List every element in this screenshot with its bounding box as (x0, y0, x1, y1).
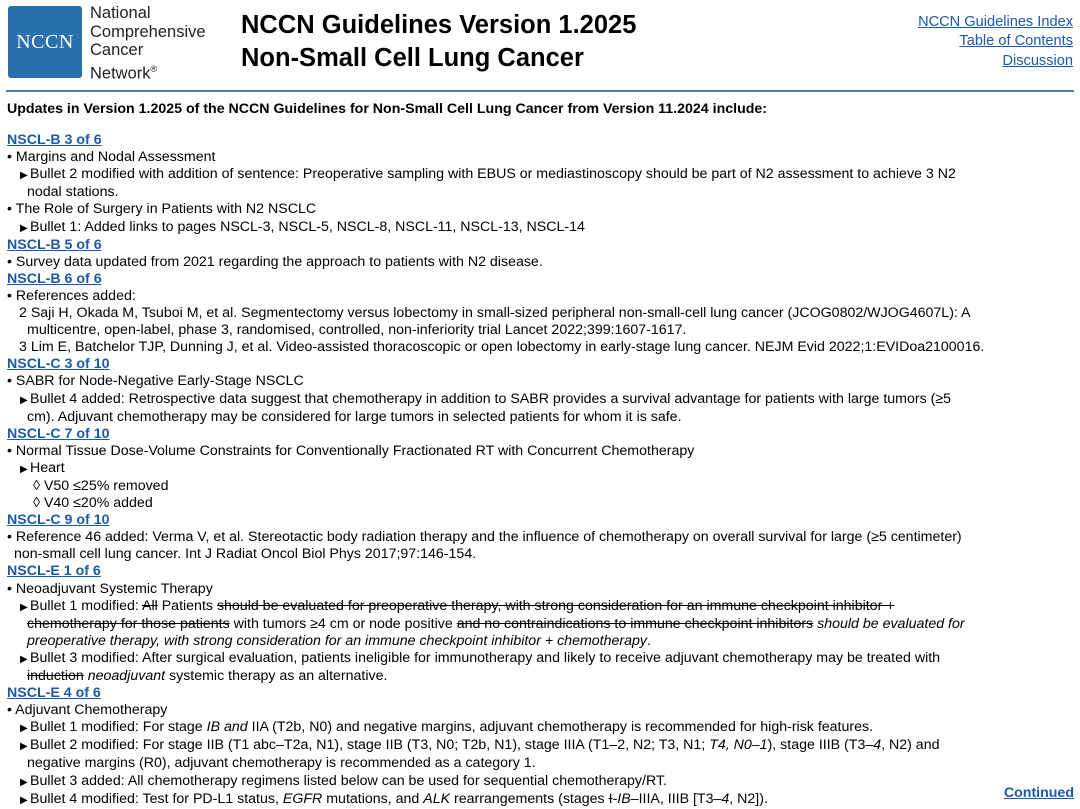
section-link-nscl-b-5[interactable]: NSCL-B 5 of 6 (7, 236, 102, 253)
list-item: • Reference 46 added: Verma V, et al. Stereotactic body radiation therapy and the influence of chemotherapy on overall survival for large (≥5 centimeter) (7, 529, 962, 546)
list-item: ▶ Bullet 2 modified with addition of sentence: Preoperative sampling with EBUS or mediastinoscopy should be part of N2 assessment to achieve 3 N2 (7, 166, 1075, 184)
nccn-logo (8, 6, 82, 78)
list-item: ▶ Bullet 2 modified: For stage IIB (T1 abc–T2a, N1), stage IIB (T3, N0; T2b, N1), stage IIIA (T1–2, N2; T3, N1; T4, N0–1), stage IIIB (T3–4, N2) and (7, 737, 1075, 755)
guidelines-index-link[interactable]: NCCN Guidelines Index (918, 14, 1073, 30)
triangle-bullet-icon: ▶ (20, 776, 28, 788)
list-item: ▶ Heart (7, 460, 1075, 478)
triangle-bullet-icon: ▶ (20, 222, 28, 234)
continued-link[interactable]: Continued (1003, 785, 1074, 801)
list-item: ▶ Bullet 4 added: Retrospective data suggest that chemotherapy in addition to SABR provides a survival advantage for patients with large tumors (≥5 (7, 391, 1075, 409)
updates-content (7, 101, 1075, 809)
list-item: ▶ Bullet 1 modified: For stage IB and IIA (T2b, N0) and negative margins, adjuvant chemotherapy is recommended for high-risk features. (7, 719, 1075, 737)
section-link-nscl-c-7[interactable]: NSCL-C 7 of 10 (7, 425, 110, 442)
discussion-link[interactable]: Discussion (1002, 52, 1073, 69)
list-item-continuation: non-small cell lung cancer. Int J Radiat Oncol Biol Phys 2017;97:146-154. (14, 546, 477, 563)
guideline-version-title: NCCN Guidelines Version 1.2025 (241, 11, 637, 39)
list-item: ▶ Bullet 1 modified: All Patients should be evaluated for preoperative therapy, with strong consideration for an immune checkpoint inhibitor + (7, 598, 1075, 616)
guideline-topic-title: Non-Small Cell Lung Cancer (241, 44, 584, 72)
sub-list-item: ◊ V40 ≤20% added (33, 495, 153, 512)
list-item: • Normal Tissue Dose-Volume Constraints for Conventionally Fractionated RT with Concurrent Chemotherapy (7, 442, 695, 459)
page-header (0, 0, 1080, 92)
list-item: • Neoadjuvant Systemic Therapy (7, 580, 213, 597)
section-link-nscl-e-4[interactable]: NSCL-E 4 of 6 (7, 685, 101, 702)
list-item-continuation: chemotherapy for those patients with tumors ≥4 cm or node positive and no contraindications to immune checkpoint inhibitors should be evaluated for (27, 615, 965, 632)
deleted-text: All (142, 597, 158, 614)
added-text: 4 (873, 737, 882, 754)
org-line: Comprehensive (90, 22, 206, 41)
deleted-text: induction (27, 668, 84, 684)
header-divider (6, 90, 1074, 92)
added-text: should be evaluated for (813, 615, 965, 632)
list-item-continuation: induction neoadjuvant systemic therapy as an alternative. (27, 668, 388, 684)
list-item-continuation: cm). Adjuvant chemotherapy may be considered for large tumors in selected patients for whom it is safe. (27, 408, 682, 425)
list-item: ▶ Bullet 1: Added links to pages NSCL-3, NSCL-5, NSCL-8, NSCL-11, NSCL-13, NSCL-14 (7, 219, 1075, 237)
reference-item: 3 Lim E, Batchelor TJP, Dunning J, et al. Video-assisted thoracoscopic or open lobectomy in early-stage lung cancer. NEJM Evid 2022;1:EVIDoa2100016. (19, 339, 985, 356)
deleted-text: and no contraindications to immune checkpoint inhibitors (456, 615, 814, 632)
list-item: • References added: (7, 287, 136, 304)
list-item-continuation: nodal stations. (27, 184, 119, 201)
list-item: ▶ Bullet 4 modified: Test for PD-L1 status, EGFR mutations, and ALK rearrangements (stages I-IB–IIIA, IIIB [T3–4, N2]). (7, 791, 1075, 809)
section-link-nscl-e-1[interactable]: NSCL-E 1 of 6 (7, 563, 101, 580)
added-text: neoadjuvant (83, 668, 166, 684)
registered-mark: ® (150, 63, 158, 74)
org-line: National (90, 4, 151, 22)
reference-item: 2 Saji H, Okada M, Tsuboi M, et al. Segmentectomy versus lobectomy in small-sized peripheral non-small-cell lung cancer (JCOG0802/WJOG4607L): A (19, 305, 971, 322)
triangle-bullet-icon: ▶ (20, 794, 28, 806)
section-link-nscl-b-6[interactable]: NSCL-B 6 of 6 (7, 270, 102, 287)
triangle-bullet-icon: ▶ (20, 394, 28, 406)
list-item: • SABR for Node-Negative Early-Stage NSCLC (7, 373, 304, 390)
org-line: Network® (90, 63, 158, 83)
triangle-bullet-icon: ▶ (20, 601, 28, 613)
page-title (241, 9, 636, 75)
triangle-bullet-icon: ▶ (20, 723, 28, 735)
sub-list-item: ◊ V50 ≤25% removed (33, 477, 169, 494)
updates-heading: Updates in Version 1.2025 of the NCCN Guidelines for Non-Small Cell Lung Cancer from Version 11.2024 include: (7, 101, 768, 117)
nav-links (918, 13, 1073, 71)
list-item: ▶ Bullet 3 modified: After surgical evaluation, patients ineligible for immunotherapy and likely to receive adjuvant chemotherapy may be treated with (7, 650, 1075, 668)
added-text: -IB (612, 790, 631, 807)
list-item: • Margins and Nodal Assessment (7, 149, 216, 166)
list-item-continuation: negative margins (R0), adjuvant chemotherapy is recommended as a category 1. (27, 755, 536, 772)
list-item: • Survey data updated from 2021 regarding the approach to patients with N2 disease. (7, 253, 543, 270)
added-text: IB and (206, 719, 248, 736)
triangle-bullet-icon: ▶ (20, 653, 28, 665)
added-text: 4 (721, 790, 730, 807)
list-item: ▶ Bullet 3 added: All chemotherapy regimens listed below can be used for sequential chemotherapy/RT. (7, 773, 1075, 791)
deleted-text: I (608, 790, 613, 807)
gene-name: EGFR (282, 790, 323, 807)
table-of-contents-link[interactable]: Table of Contents (959, 33, 1073, 50)
reference-continuation: multicentre, open-label, phase 3, randomised, controlled, non-inferiority trial Lancet 2022;399:1607-1617. (27, 322, 687, 339)
added-text: preoperative therapy, with strong consideration for an immune checkpoint inhibitor + chemotherapy (27, 632, 647, 649)
list-item: • Adjuvant Chemotherapy (7, 702, 168, 719)
section-link-nscl-c-3[interactable]: NSCL-C 3 of 10 (7, 356, 110, 373)
gene-name: ALK (423, 790, 451, 807)
logo-text: NCCN (16, 30, 74, 53)
list-item: • The Role of Surgery in Patients with N2 NSCLC (7, 201, 317, 218)
list-item-continuation: preoperative therapy, with strong consideration for an immune checkpoint inhibitor + chemotherapy. (27, 632, 651, 649)
triangle-bullet-icon: ▶ (20, 170, 28, 182)
deleted-text: chemotherapy for those patients (27, 615, 230, 632)
org-line: Cancer (90, 41, 144, 60)
added-text: T4, N0–1 (709, 737, 768, 754)
section-link-nscl-b-3[interactable]: NSCL-B 3 of 6 (7, 132, 102, 149)
deleted-text: should be evaluated for preoperative therapy, with strong consideration for an immune checkpoint inhibitor + (216, 597, 895, 614)
section-link-nscl-c-9[interactable]: NSCL-C 9 of 10 (7, 512, 110, 529)
triangle-bullet-icon: ▶ (20, 741, 28, 753)
org-name (90, 4, 206, 83)
triangle-bullet-icon: ▶ (20, 463, 28, 475)
